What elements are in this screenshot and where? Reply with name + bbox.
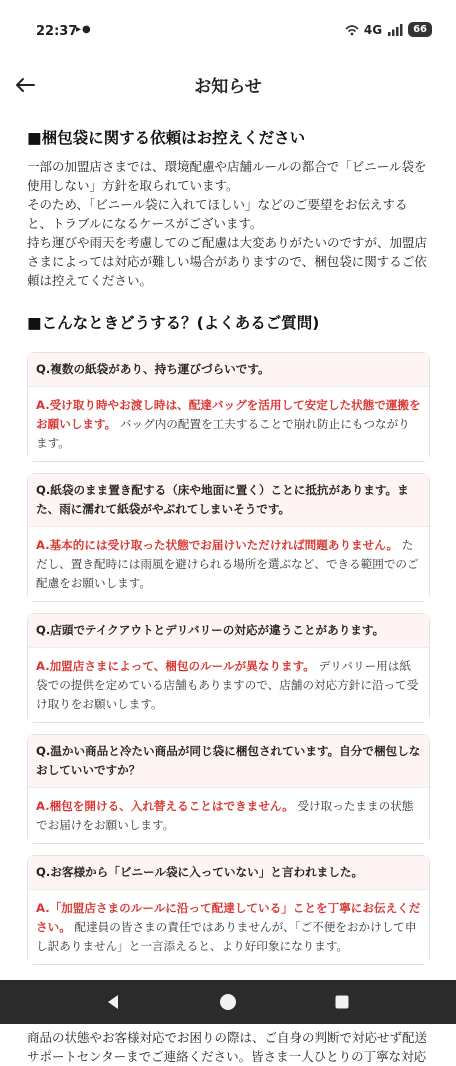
faq-card [27,613,430,723]
faq-answer [28,648,429,722]
faq-answer [28,788,429,843]
faq-question: Q.お客様から「ビニール袋に入っていない」と言われました。 [28,856,429,890]
faq-card [27,855,430,965]
section-heading-faq: ■こんなときどうする？(よくあるご質問) [27,314,320,332]
nav-home-button[interactable] [215,990,241,1014]
faq-answer [28,527,429,601]
status-bar [0,0,456,60]
notification-indicators: ▸● [76,24,92,35]
faq-question: Q.複数の紙袋があり、持ち運びづらいです。 [28,353,429,387]
faq-answer-highlight: A.「加盟店さまのルールに沿って配達している」ことを丁寧にお伝えください。 [36,901,421,934]
nav-back-button[interactable] [100,990,126,1014]
system-nav-bar [0,980,456,1024]
status-time: 22:37 [36,24,78,39]
faq-answer [28,387,429,461]
faq-answer-highlight: A.梱包を開ける、入れ替えることはできません。 [36,799,294,813]
section-heading-packing: ■梱包袋に関する依頼はお控えください [27,129,306,147]
faq-answer-detail: 受け取ったままの状態でお届けをお願いします。 [36,799,414,832]
faq-question: Q.紙袋のまま置き配する（床や地面に置く）ことに抵抗があります。また、雨に濡れて紙袋がやぶれてしまいそうです。 [28,474,429,527]
wifi-calling-icon [345,24,359,36]
faq-question: Q.店頭でテイクアウトとデリバリーの対応が違うことがあります。 [28,614,429,648]
faq-card [27,734,430,844]
app-bar [0,60,456,110]
faq-card [27,473,430,602]
nav-recents-button[interactable] [329,990,355,1014]
battery-indicator: 66 [408,22,432,37]
page-title: お知らせ [194,77,262,97]
faq-answer-highlight: A.受け取り時やお渡し時は、配達バッグを活用して安定した状態で運搬をお願いします。 [36,398,421,431]
status-right [345,22,432,37]
packing-paragraph: 持ち運びや雨天を考慮してのご配慮は大変ありがたいのですが、加盟店さまによっては対応が難しい場合がありますので、梱包袋に関するご依頼は控えてください。 [27,235,428,288]
trouble-paragraph: 商品の状態やお客様対応でお困りの際は、ご自身の判断で対応せず配送サポートセンターまでご連絡ください。皆さま一人ひとりの丁寧な対応 [27,1030,428,1064]
network-type: 4G [363,22,383,37]
nav-back-icon [105,994,121,1010]
packing-paragraph: 一部の加盟店さまでは、環境配慮や店舗ルールの都合で「ビニール袋を使用しない」方針を取られています。 [27,159,427,193]
nav-home-icon [219,993,237,1011]
faq-answer [28,890,429,964]
faq-answer-highlight: A.加盟店さまによって、梱包のルールが異なります。 [36,659,315,673]
faq-answer-detail: 配達員の皆さまの責任ではありませんが、「ご不便をおかけして申し訳ありません」と一言添えると、より好印象になります。 [36,920,417,953]
nav-recents-icon [334,994,350,1010]
faq-answer-detail: バッグ内の配置を工夫することで崩れ防止にもつながります。 [36,417,410,450]
faq-answer-detail: ただし、置き配時には雨風を避けられる場所を選ぶなど、できる範囲でのご配慮をお願いします。 [36,538,419,590]
faq-answer-detail: デリバリー用は紙袋での提供を定めている店舗もありますので、店舗の対応方針に沿って受け取りをお願いします。 [36,659,419,711]
faq-question: Q.温かい商品と冷たい商品が同じ袋に梱包されています。自分で梱包しなおしていいですか？ [28,735,429,788]
signal-icon [387,24,403,36]
faq-answer-highlight: A.基本的には受け取った状態でお届けいただければ問題ありません。 [36,538,399,552]
packing-paragraph: そのため、「ビニール袋に入れてほしい」などのご要望をお伝えすると、トラブルになるケースがございます。 [27,197,408,231]
faq-card [27,352,430,462]
notice-content[interactable] [27,127,430,1064]
